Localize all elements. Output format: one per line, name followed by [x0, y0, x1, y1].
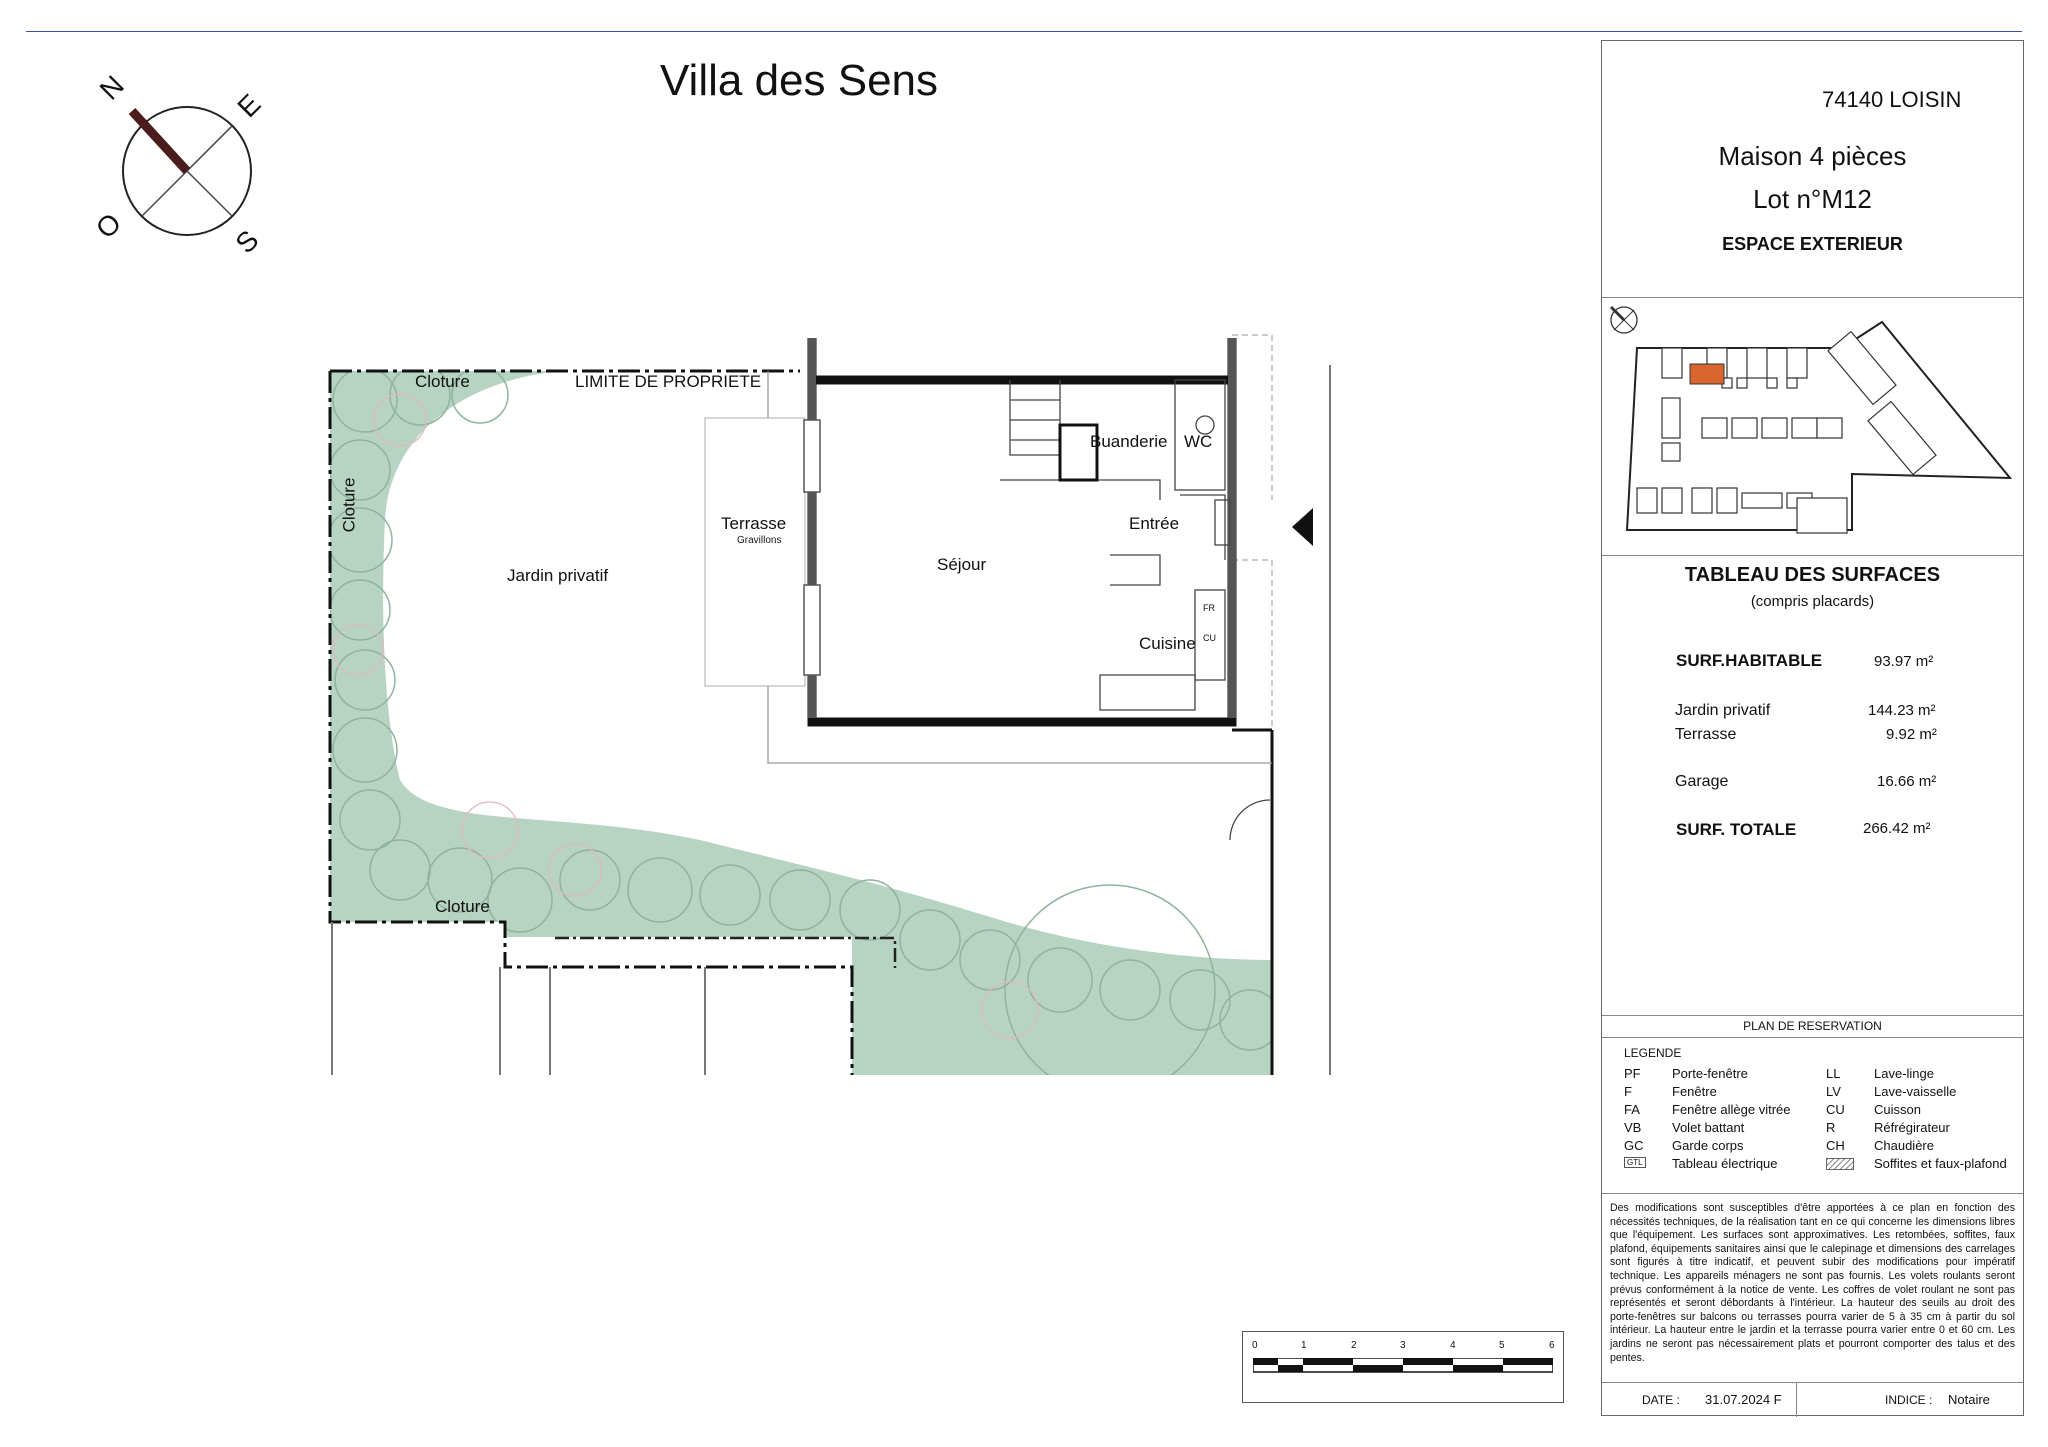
garage-label: Garage	[1675, 773, 1729, 790]
date-value: 31.07.2024 F	[1705, 1392, 1782, 1407]
legend-right-4-label: Chaudière	[1874, 1138, 1934, 1153]
legend-right-3-code: R	[1826, 1120, 1836, 1135]
legend-left-3-label: Volet battant	[1672, 1120, 1745, 1135]
label-fr: FR	[1203, 603, 1215, 613]
label-buanderie: Buanderie	[1090, 432, 1168, 451]
legend-right-0-label: Lave-linge	[1874, 1066, 1934, 1081]
legend-right-3-label: Réfrégirateur	[1874, 1120, 1950, 1135]
scale-tick-5: 5	[1499, 1340, 1505, 1351]
label-jardin-privatif: Jardin privatif	[507, 566, 609, 585]
scale-tick-6: 6	[1549, 1340, 1555, 1351]
jardin-privatif-value: 144.23 m²	[1868, 702, 1936, 719]
disclaimer-text: Des modifications sont susceptibles d'être apportées à ce plan en fonction des nécessités techniques, de la réalisation tant en ce qui concerne les dimensions libres que l'équipement. Les surfaces sont approximatives. Les retombées, soffites, faux plafond, équipements sanitaires ainsi que le calepinage et dimensions des carrelages sont figurés à titre indicatif, et peuvent subir des modifications pour impératif technique. Les appareils ménagers ne sont pas fournis. Les volets roulants seront prévus conformément à la notice de vente. Les coffres de volet roulant ne sont pas représentés et seront débordants à l'intérieur. La hauteur des seuils au droit des porte-fenêtres sur balcons ou terrasses pourra varier de 5 à 35 cm à partir du sol intérieur. La hauteur entre le jardin et la terrasse pourra varier entre 0 et 60 cm. Les jardins ne seront pas nécessairement plats et pourront comporter des talus et des pentes.	[1610, 1202, 2015, 1364]
house-type: Maison 4 pièces	[1718, 141, 1907, 171]
surfaces-table	[1602, 556, 2023, 1016]
surface-habitable-label: SURF.HABITABLE	[1676, 651, 1823, 670]
label-terrasse: Terrasse	[721, 514, 787, 533]
label-gravillons: Gravillons	[737, 535, 782, 546]
garage-value: 16.66 m²	[1877, 773, 1937, 790]
label-cloture-left: Cloture	[339, 477, 359, 533]
site-plan-thumbnail	[1602, 298, 2023, 556]
legend-left-3-code: VB	[1624, 1120, 1642, 1135]
legend-right-1-code: LV	[1826, 1084, 1841, 1099]
legend-left-4-label: Garde corps	[1672, 1138, 1744, 1153]
date-label: DATE :	[1642, 1393, 1680, 1407]
scale-tick-1: 1	[1301, 1340, 1307, 1351]
label-limite-propriete: LIMITE DE PROPRIETE	[575, 372, 762, 391]
label-cu: CU	[1203, 633, 1216, 643]
legend-right-0-code: LL	[1826, 1066, 1841, 1081]
compass-o: O	[89, 206, 128, 245]
legend-left-2-label: Fenêtre allège vitrée	[1672, 1102, 1791, 1117]
scale-tick-2: 2	[1351, 1340, 1357, 1351]
plan-reservation-label: PLAN DE RESERVATION	[1743, 1019, 1882, 1033]
legend-right-2-code: CU	[1826, 1102, 1845, 1117]
legend-right-2-label: Cuisson	[1874, 1102, 1921, 1117]
footer-divider	[1796, 1383, 1797, 1417]
label-wc: WC	[1184, 432, 1213, 451]
surface-totale-value: 266.42 m²	[1863, 820, 1931, 837]
project-info	[1602, 41, 2023, 298]
terrasse-label: Terrasse	[1675, 726, 1737, 743]
city: 74140 LOISIN	[1822, 87, 1962, 112]
surface-habitable-value: 93.97 m²	[1874, 653, 1934, 670]
surfaces-subtitle: (compris placards)	[1750, 593, 1875, 610]
legend-left-2-code: FA	[1624, 1102, 1640, 1117]
legend-right-5-label: Soffites et faux-plafond	[1874, 1156, 2007, 1171]
jardin-privatif-label: Jardin privatif	[1675, 702, 1771, 719]
label-cuisine: Cuisine	[1139, 634, 1196, 653]
label-sejour: Séjour	[937, 555, 987, 574]
legend-left-5-code: GTL	[1624, 1157, 1646, 1168]
scale-tick-4: 4	[1450, 1340, 1456, 1351]
surface-totale-label: SURF. TOTALE	[1676, 820, 1797, 839]
label-entree: Entrée	[1129, 514, 1180, 533]
disclaimer-section	[1602, 1194, 2023, 1383]
compass-s: S	[229, 224, 265, 260]
indice-label: INDICE :	[1885, 1393, 1933, 1407]
legend-title: LEGENDE	[1624, 1046, 1682, 1060]
footer	[1602, 1383, 2023, 1417]
soffite-hatch-icon	[1826, 1158, 1854, 1170]
terrasse-value: 9.92 m²	[1886, 726, 1937, 743]
legend-right-1-label: Lave-vaisselle	[1874, 1084, 1957, 1099]
scale-tick-0: 0	[1252, 1340, 1258, 1351]
label-cloture-top: Cloture	[415, 372, 470, 391]
legend	[1602, 1038, 2023, 1194]
surfaces-title: TABLEAU DES SURFACES	[1684, 564, 1941, 586]
legend-left-1-label: Fenêtre	[1672, 1084, 1717, 1099]
legend-right-4-code: CH	[1826, 1138, 1845, 1153]
scale-bar-graphic	[1253, 1358, 1553, 1378]
legend-left-0-code: PF	[1624, 1066, 1641, 1081]
legend-left-1-code: F	[1624, 1084, 1632, 1099]
label-cloture-bottom: Cloture	[435, 897, 490, 916]
page-title: Villa des Sens	[660, 56, 939, 105]
compass-n: N	[93, 69, 130, 106]
scale-bar	[1242, 1331, 1564, 1403]
site-map	[1602, 298, 2023, 554]
plan-reservation	[1602, 1016, 2023, 1038]
legend-left-4-code: GC	[1624, 1138, 1644, 1153]
title-block	[1601, 40, 2024, 1416]
espace-exterieur: ESPACE EXTERIEUR	[1722, 234, 1903, 254]
legend-left-0-label: Porte-fenêtre	[1672, 1066, 1748, 1081]
compass-e: E	[231, 88, 267, 124]
indice-value: Notaire	[1948, 1392, 1990, 1407]
scale-tick-3: 3	[1400, 1340, 1406, 1351]
lot-number: Lot n°M12	[1753, 184, 1872, 214]
legend-left-5-label: Tableau électrique	[1672, 1156, 1778, 1171]
